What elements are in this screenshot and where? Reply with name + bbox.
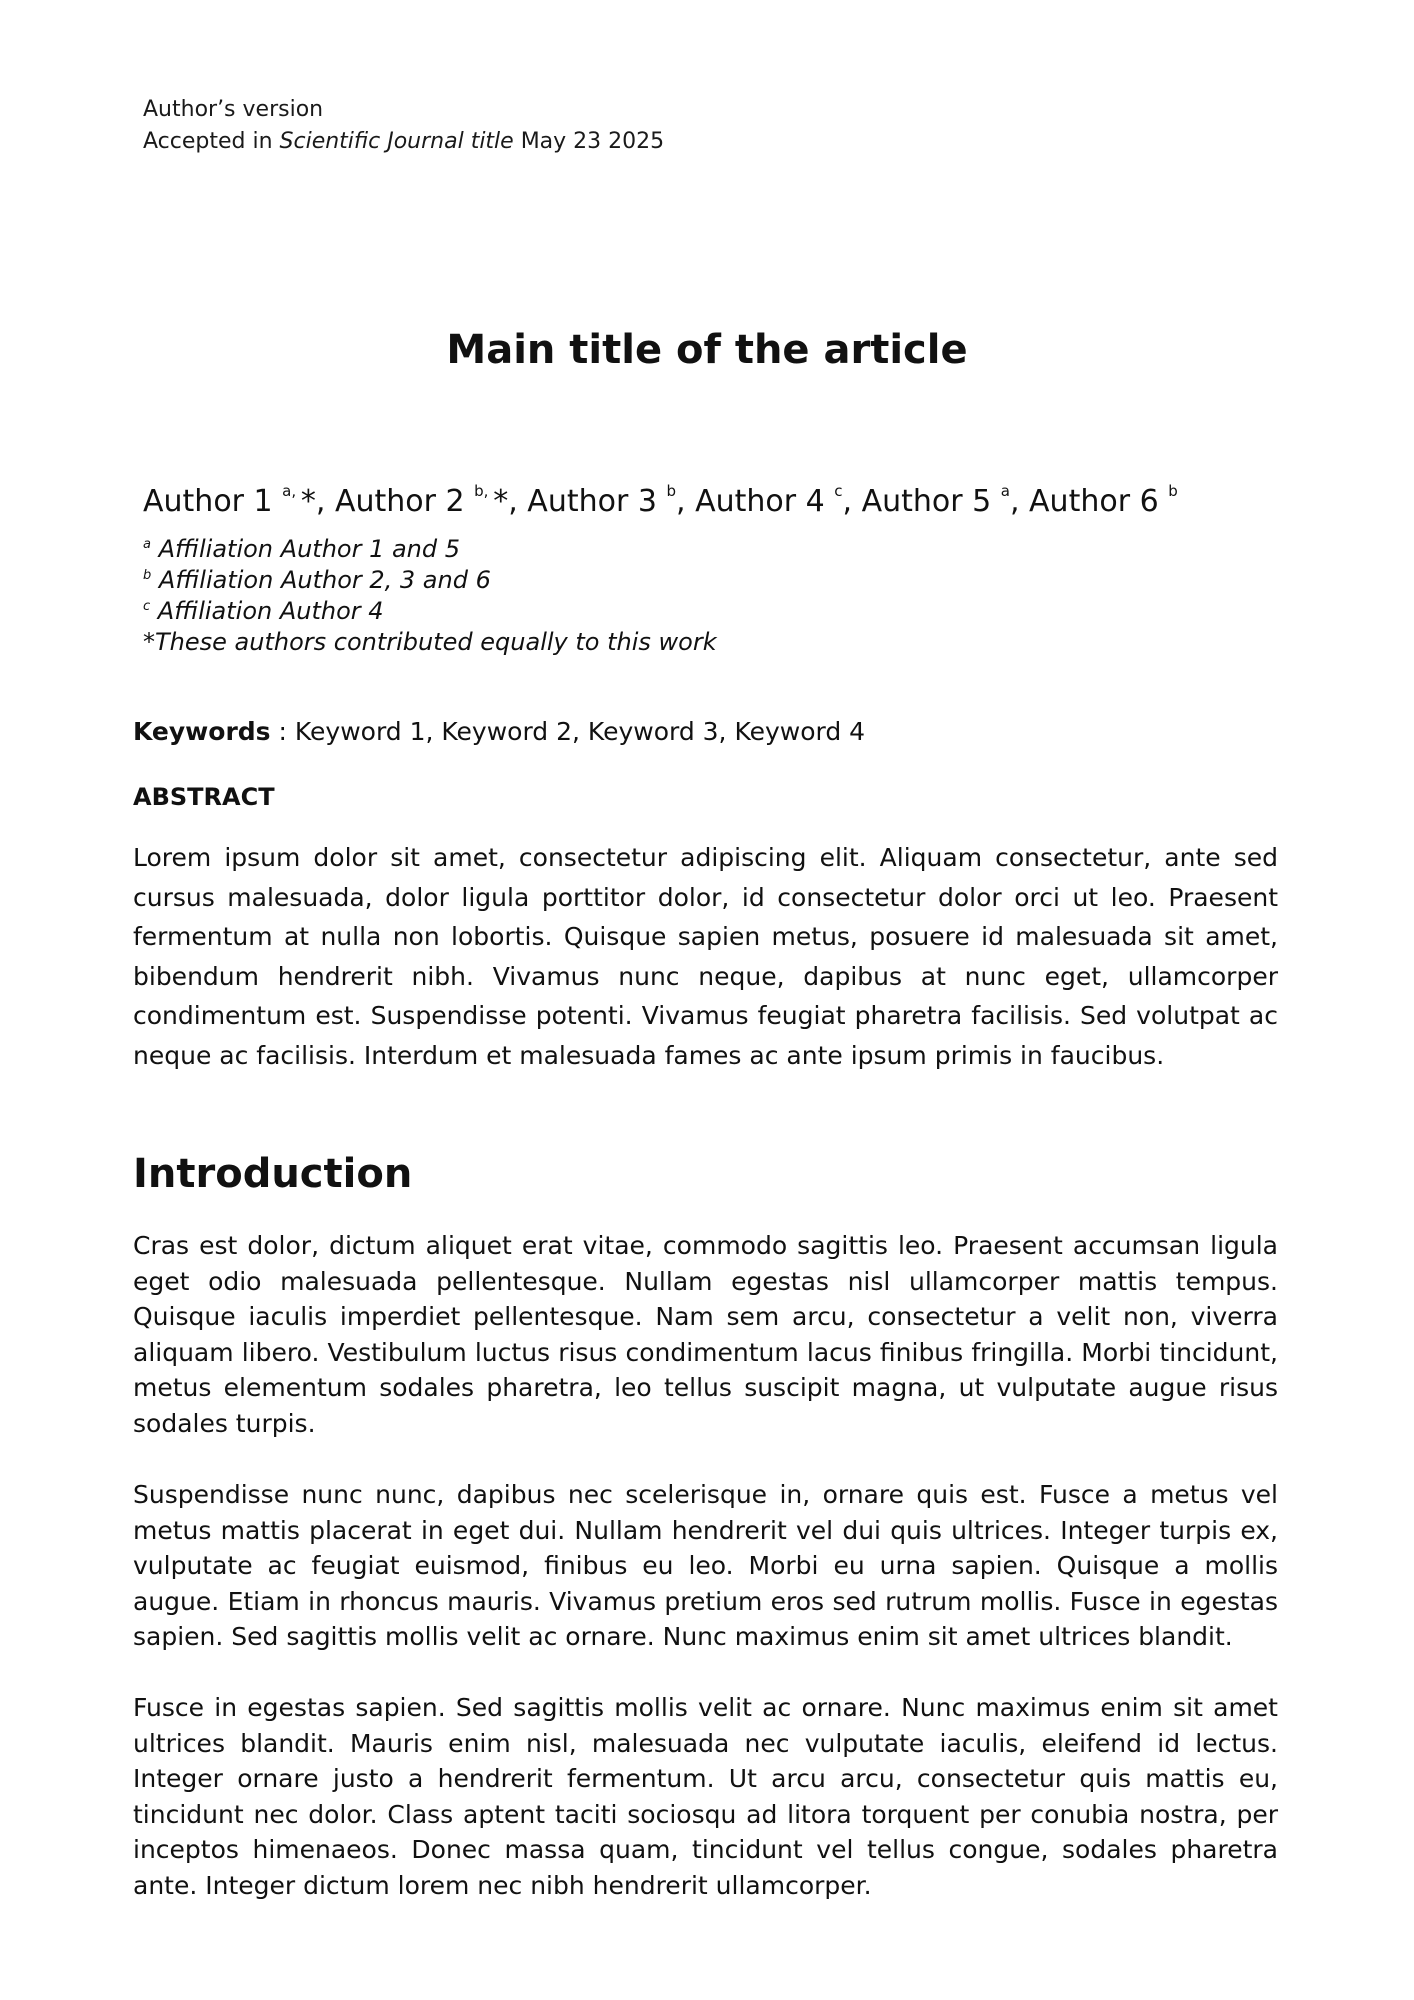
abstract-text: Lorem ipsum dolor sit amet, consectetur adipiscing elit. Aliquam consectetur, ante sed cursus malesuada, dolor ligula porttitor dolor, id consectetur dolor orci ut leo. Praesent fermentum at nulla non lobortis. Quisque sapien metus, posuere id malesuada sit amet, bibendum hendrerit nibh. Vivamus nunc neque, dapibus at nunc eget, ullamcorper condimentum est. Suspendisse potenti. Vivamus feugiat pharetra facilisis. Sed volutpat ac neque ac facilisis. Interdum et malesuada fames ac ante ipsum primis in faucibus. (133, 843, 1278, 1070)
author-affiliation-mark: c (834, 482, 843, 500)
equal-contribution-mark: * (300, 484, 316, 519)
author-5: Author 5 $^a$ (861, 482, 1010, 519)
affiliation-b: $^b$ Affiliation Author 2, 3 and 6 (143, 566, 491, 594)
introduction-paragraph-2: Suspendisse nunc nunc, dapibus nec scelerisque in, ornare quis est. Fusce a metus vel metus mattis placerat in eget dui. Nullam hendrerit vel dui quis ultrices. Integer turpis ex, vulputate ac feugiat euismod, finibus eu leo. Morbi eu urna sapien. Quisque a mollis augue. Etiam in rhoncus mauris. Vivamus pretium eros sed rutrum mollis. Fusce in egestas sapien. Sed sagittis mollis velit ac ornare. Nunc maximus enim sit amet ultrices blandit. (133, 1480, 1278, 1651)
keywords-line (133, 714, 865, 750)
accepted-date: May 23 2025 (513, 129, 665, 154)
author-affiliation-mark: b (666, 482, 676, 500)
author-version-note (143, 94, 664, 158)
equal-contribution-note: *These authors contributed equally to this work (143, 628, 717, 656)
version-label: Author’s version (143, 97, 324, 122)
article-title: Main title of the article (446, 327, 968, 373)
author-3: Author 3 $^b$ (527, 482, 676, 519)
acceptance-line (143, 126, 664, 158)
author-4: Author 4 $^c$ (695, 482, 843, 519)
introduction-paragraph-1: Cras est dolor, dictum aliquet erat vitae, commodo sagittis leo. Praesent accumsan ligula eget odio malesuada pellentesque. Nullam egestas nisl ullamcorper mattis tempus. Quisque iaculis imperdiet pellentesque. Nam sem arcu, consectetur a velit non, viverra aliquam libero. Vestibulum luctus risus condimentum lacus finibus fringilla. Morbi tincidunt, metus elementum sodales pharetra, leo tellus suscipit magna, ut vulputate augue risus sodales turpis. (133, 1231, 1278, 1438)
affiliation-list (143, 534, 717, 658)
author-2: Author 2 $^{b,}$ * (334, 482, 509, 519)
keywords-label: Keywords (133, 717, 271, 746)
affiliation-c: $^c$ Affiliation Author 4 (143, 597, 384, 625)
abstract-heading: ABSTRACT (133, 783, 275, 811)
author-6: Author 6 $^b$ (1029, 482, 1178, 519)
journal-title: Scientific Journal title (279, 129, 514, 154)
introduction-heading: Introduction (133, 1151, 413, 1197)
affiliation-a: $^a$ Affiliation Author 1 and 5 (143, 535, 461, 563)
introduction-paragraph-3: Fusce in egestas sapien. Sed sagittis mollis velit ac ornare. Nunc maximus enim sit amet ultrices blandit. Mauris enim nisl, malesuada nec vulputate iaculis, eleifend id lectus. Integer ornare justo a hendrerit fermentum. Ut arcu arcu, consectetur quis mattis eu, tincidunt nec dolor. Class aptent taciti sociosqu ad litora torquent per conubia nostra, per inceptos himenaeos. Donec massa quam, tincidunt vel tellus congue, sodales pharetra ante. Integer dictum lorem nec nibh hendrerit ullamcorper. (133, 1693, 1278, 1900)
author-1: Author 1 $^{a,}$ * (143, 482, 316, 519)
author-affiliation-mark: b (1168, 482, 1178, 500)
author-affiliation-mark: b, (474, 482, 494, 500)
accepted-prefix: Accepted in (143, 129, 280, 154)
author-affiliation-mark: a, (282, 482, 301, 500)
equal-contribution-mark: * (493, 484, 509, 519)
author-affiliation-mark: a (1000, 482, 1010, 500)
keywords-values: : Keyword 1, Keyword 2, Keyword 3, Keyword 4 (270, 717, 866, 746)
author-list: Author 1 $^{a,}$ *, Author 2 $^{b,}$ *, Author 3 $^b$, Author 4 $^c$, Author 5 $^a$, Author 6 $^b$ (143, 482, 1178, 519)
